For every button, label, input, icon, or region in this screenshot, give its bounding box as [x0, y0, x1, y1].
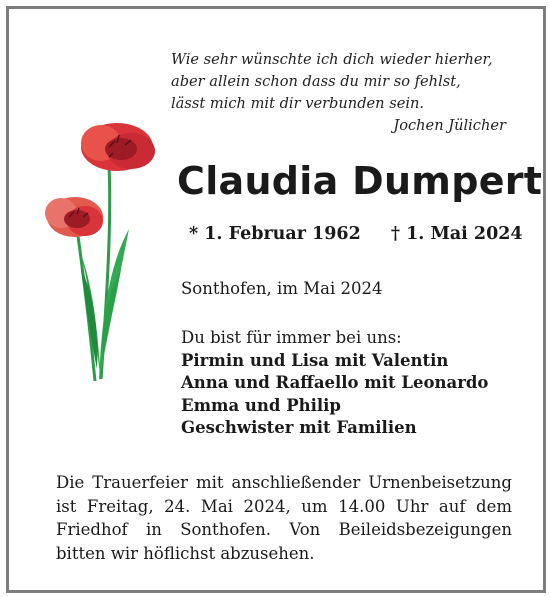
mourner-name: Emma und Philip: [181, 395, 341, 415]
mourner-name: Pirmin und Lisa mit Valentin: [181, 350, 449, 370]
birth-date: * 1. Februar 1962: [189, 224, 361, 244]
ceremony-line: Die Trauerfeier mit anschließender Urnenbeisetzung: [56, 473, 512, 492]
ceremony-notice: [56, 471, 512, 565]
poppy-icon: [39, 119, 169, 409]
quote-line: aber allein schon dass du mir so fehlst,: [171, 73, 461, 90]
quote-line: Wie sehr wünschte ich dich wieder hierher,: [171, 51, 493, 68]
quote-line: lässt mich mit dir verbunden sein.: [171, 95, 425, 112]
life-dates: [189, 224, 547, 244]
ceremony-line: bitten wir höflichst abzusehen.: [56, 543, 315, 563]
deceased-name: Claudia Dumpert: [177, 159, 543, 203]
ceremony-line: Friedhof in Sonthofen. Von Beileidsbezeigungen: [56, 520, 512, 539]
quote-author: Jochen Jülicher: [393, 117, 506, 134]
memorial-quote: [126, 49, 506, 137]
mourner-name: Anna und Raffaello mit Leonardo: [181, 373, 489, 392]
mourners-intro: Du bist für immer bei uns:: [181, 328, 402, 347]
mourners-block: [181, 327, 488, 440]
obituary-frame: [6, 6, 546, 593]
place-date: Sonthofen, im Mai 2024: [181, 279, 383, 298]
ceremony-line: ist Freitag, 24. Mai 2024, um 14.00 Uhr auf dem: [56, 496, 512, 516]
death-date: † 1. Mai 2024: [390, 224, 523, 244]
mourner-name: Geschwister mit Familien: [181, 418, 417, 437]
